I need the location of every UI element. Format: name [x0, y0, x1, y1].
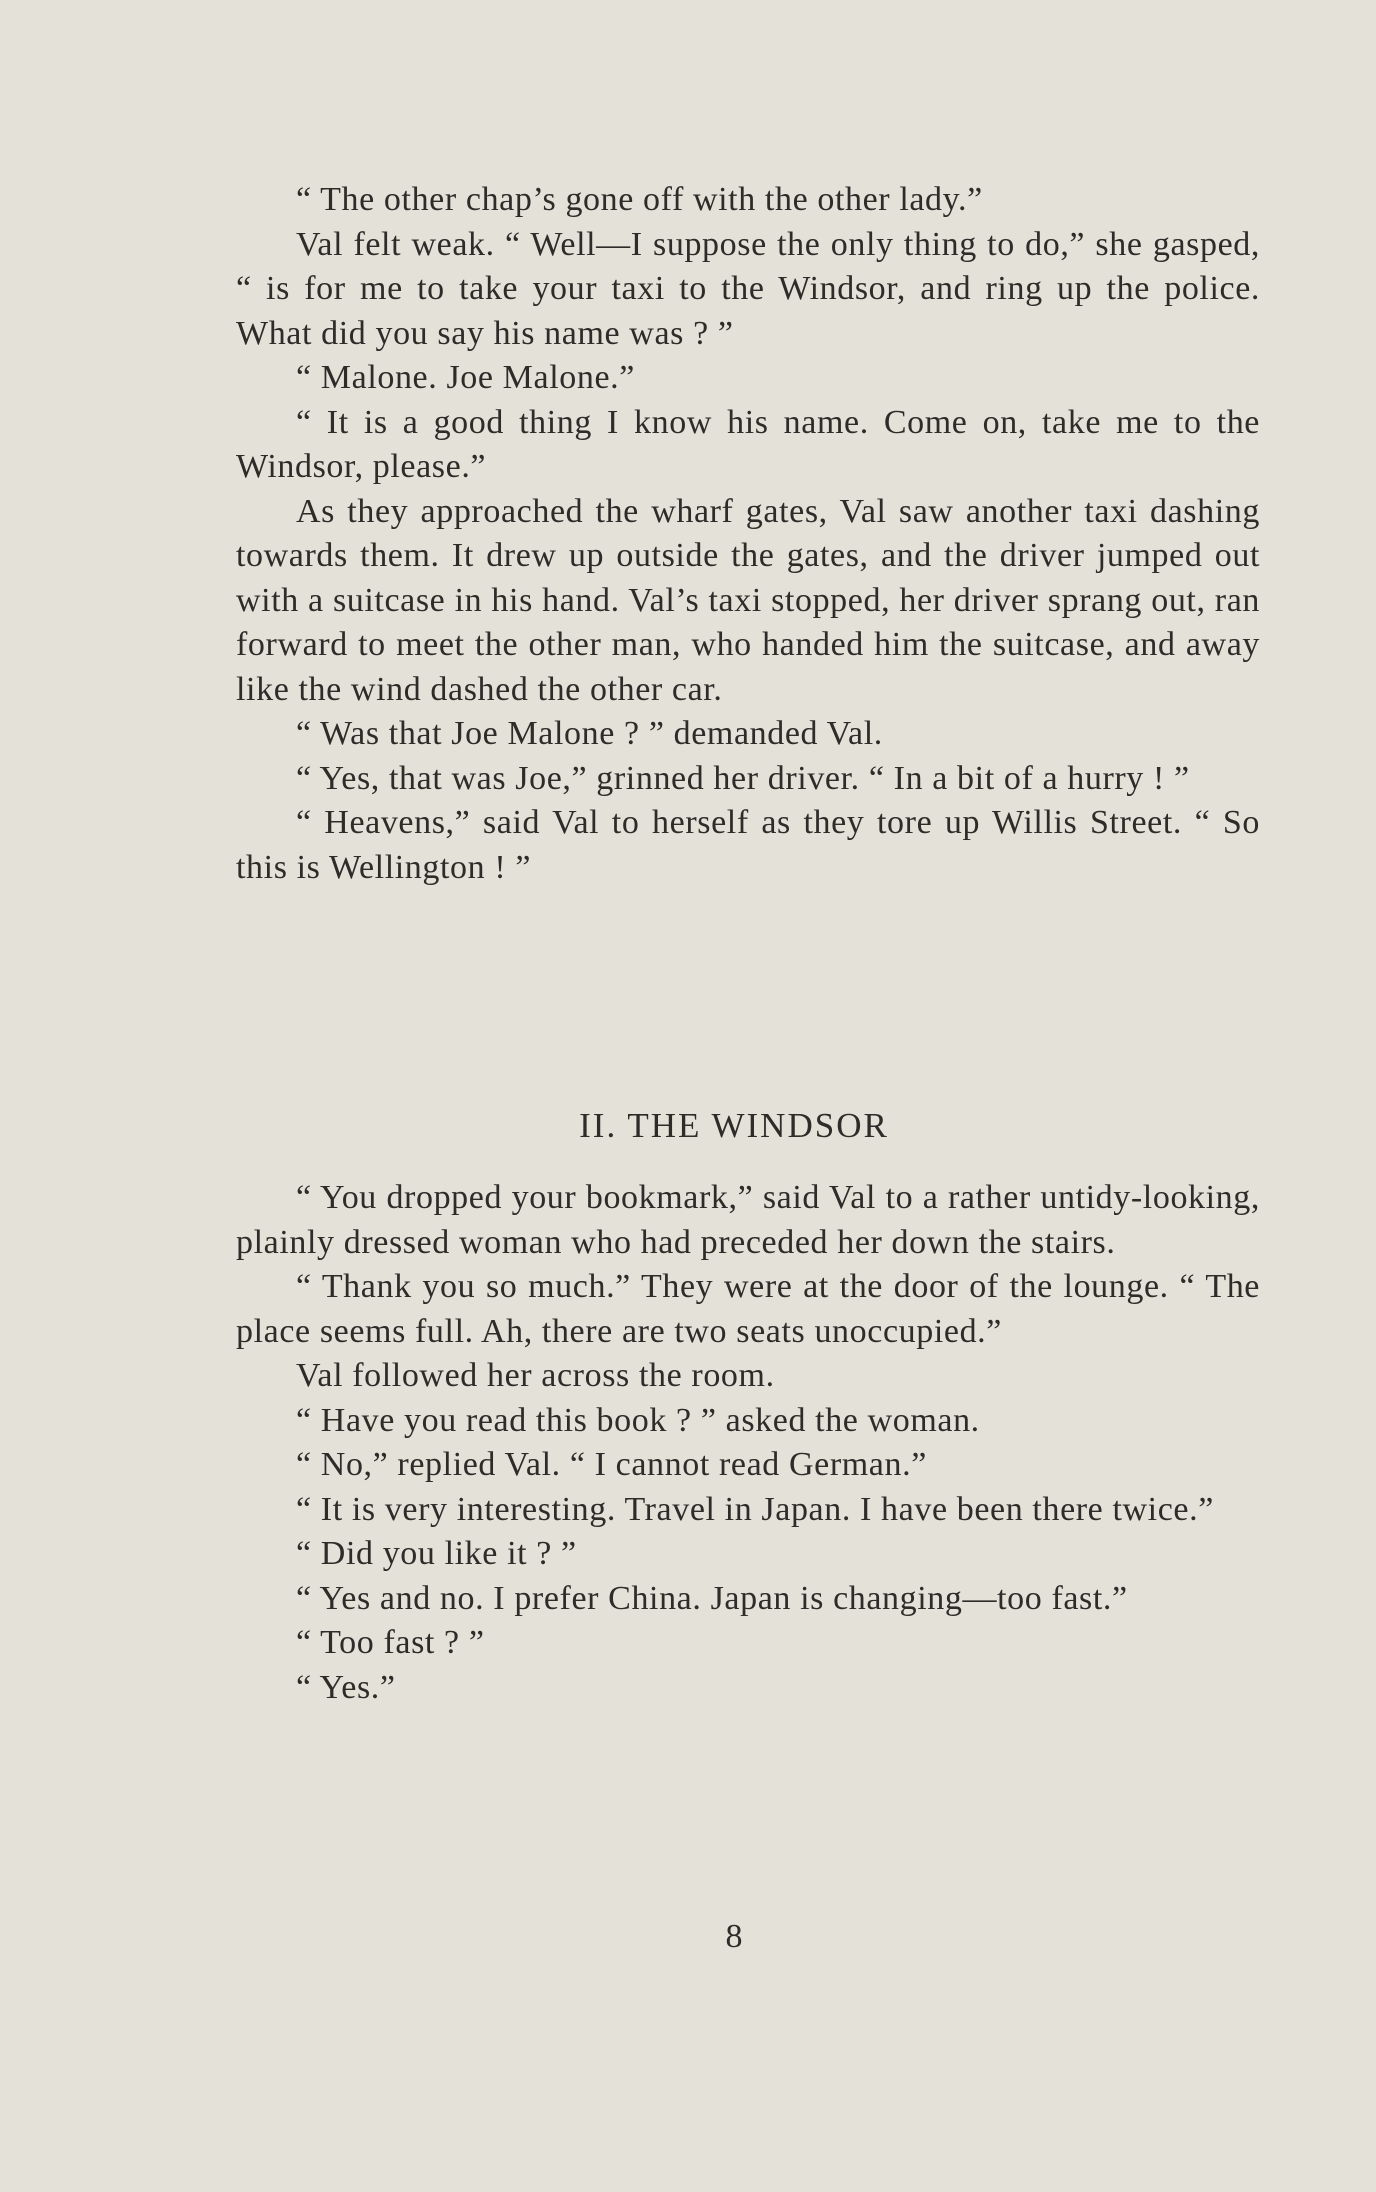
paragraph: “ Thank you so much.” They were at the door of the lounge. “ The place seems full. Ah, there are two seats unoccupied.” — [236, 1268, 1260, 1350]
paragraph: “ Malone. Joe Malone.” — [296, 359, 635, 396]
paragraph: “ The other chap’s gone off with the other lady.” — [296, 181, 983, 218]
chapter-heading: II. THE WINDSOR — [579, 1106, 889, 1145]
paragraph: “ Have you read this book ? ” asked the woman. — [296, 1401, 980, 1439]
paragraph: Val followed her across the room. — [296, 1357, 775, 1394]
paragraph: “ Yes.” — [296, 1668, 396, 1706]
paragraph: “ Too fast ? ” — [296, 1624, 485, 1661]
paragraph: As they approached the wharf gates, Val saw another taxi dashing towards them. It drew up outside the gates, and the driver jumped out with a suitcase in his hand. Val’s taxi stopped, her driver sprang out, ran forward to meet the other man, who handed him the suitcase, and away like the wind dashed the other car. — [236, 492, 1260, 708]
section-one-text — [236, 178, 1260, 890]
paragraph: “ You dropped your bookmark,” said Val to a rather untidy-looking, plainly dressed woman who had preceded her down the stairs. — [236, 1179, 1260, 1261]
paragraph: “ Yes and no. I prefer China. Japan is changing—too fast.” — [296, 1579, 1128, 1617]
paragraph: “ No,” replied Val. “ I cannot read German.” — [296, 1446, 927, 1483]
paragraph: “ Yes, that was Joe,” grinned her driver. “ In a bit of a hurry ! ” — [296, 759, 1190, 797]
paragraph: “ Did you like it ? ” — [296, 1535, 577, 1572]
paragraph: “ Heavens,” said Val to herself as they tore up Willis Street. “ So this is Wellington ! ” — [236, 804, 1260, 886]
page-number: 8 — [725, 1918, 743, 1955]
paragraph: “ Was that Joe Malone ? ” demanded Val. — [296, 715, 883, 752]
paragraph: “ It is a good thing I know his name. Come on, take me to the Windsor, please.” — [236, 403, 1260, 485]
paragraph: Val felt weak. “ Well—I suppose the only thing to do,” she gasped, “ is for me to take your taxi to the Windsor, and ring up the police. What did you say his name was ? ” — [236, 225, 1260, 352]
paragraph: “ It is very interesting. Travel in Japan. I have been there twice.” — [296, 1490, 1214, 1528]
section-two-text — [236, 1176, 1260, 1710]
